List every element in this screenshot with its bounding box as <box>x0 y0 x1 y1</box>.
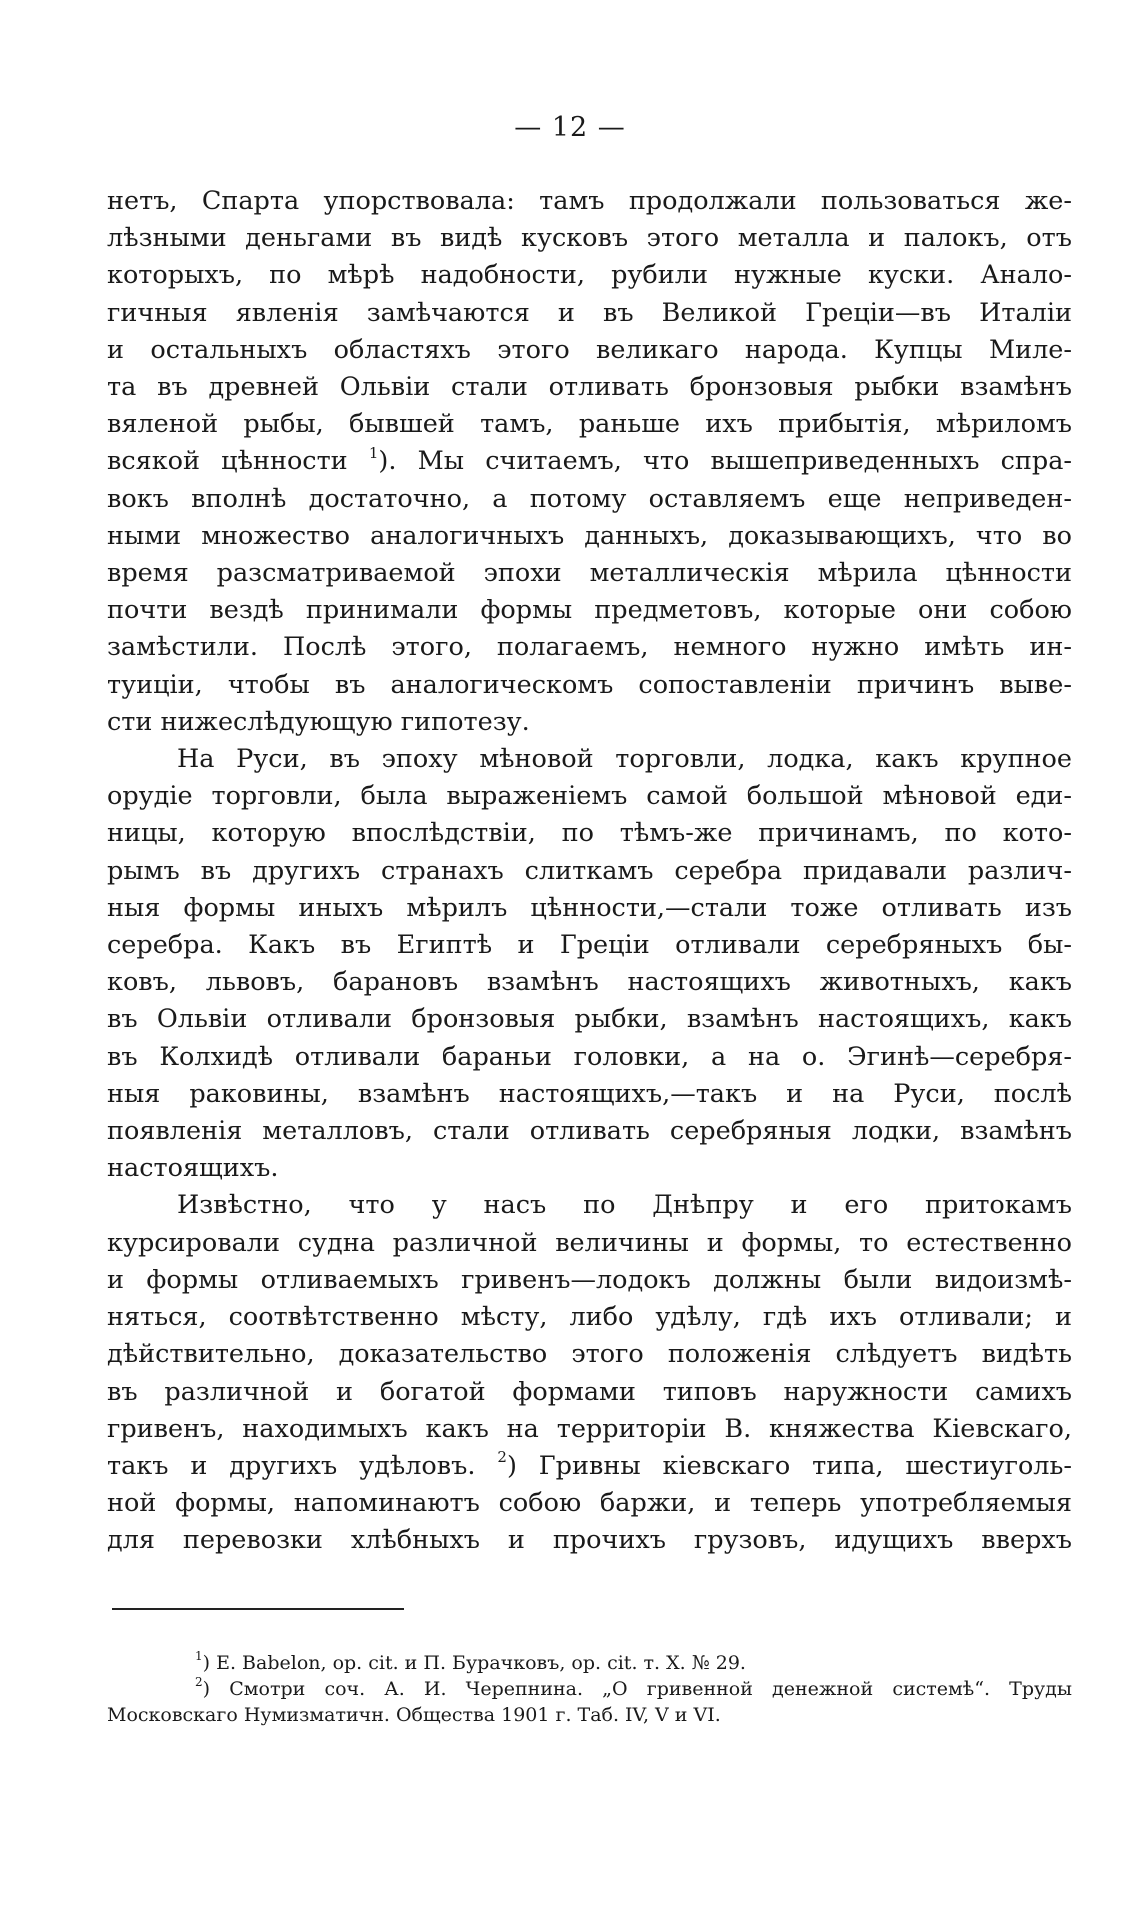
text-line: орудіе торговли, была выраженіемъ самой большой мѣновой еди- <box>107 781 1072 812</box>
text-line: серебра. Какъ въ Египтѣ и Греціи отливали серебряныхъ бы- <box>107 930 1072 961</box>
text-line: которыхъ, по мѣрѣ надобности, рубили нужные куски. Анало- <box>107 260 1072 291</box>
text-line: для перевозки хлѣбныхъ и прочихъ грузовъ, идущихъ вверхъ <box>107 1525 1072 1556</box>
footnote-divider <box>112 1608 404 1610</box>
text-segment: всякой цѣнности <box>107 446 348 477</box>
footnote-1 <box>107 1650 1072 1676</box>
text-line: ными множество аналогичныхъ данныхъ, доказывающихъ, что во <box>107 520 1072 551</box>
text-line: туиціи, чтобы въ аналогическомъ сопоставленіи причинъ выве- <box>107 669 1072 700</box>
text-line: замѣстили. Послѣ этого, полагаемъ, немного нужно имѣть ин- <box>107 632 1072 663</box>
text-segment: ). Мы считаемъ, что вышеприведенныхъ спра- <box>378 446 1073 477</box>
text-line: въ Ольвіи отливали бронзовыя рыбки, взамѣнъ настоящихъ, какъ <box>107 1004 1072 1035</box>
text-line: няться, соотвѣтственно мѣсту, либо удѣлу, гдѣ ихъ отливали; и <box>107 1302 1072 1333</box>
text-line: На Руси, въ эпоху мѣновой торговли, лодка, какъ крупное <box>177 744 1072 775</box>
text-line: ныя формы иныхъ мѣрилъ цѣнности,—стали тоже отливать изъ <box>107 892 1072 923</box>
text-line: нетъ, Спарта упорствовала: тамъ продолжали пользоваться же- <box>107 186 1072 216</box>
text-line <box>107 443 1072 480</box>
text-line: дѣйствительно, доказательство этого положенія слѣдуетъ видѣть <box>107 1339 1072 1370</box>
text-segment: такъ и другихъ удѣловъ. <box>107 1450 476 1481</box>
text-line: Извѣстно, что у насъ по Днѣпру и его притокамъ <box>177 1190 1072 1221</box>
text-line: ковъ, львовъ, барановъ взамѣнъ настоящихъ животныхъ, какъ <box>107 967 1072 998</box>
text-line: та въ древней Ольвіи стали отливать бронзовыя рыбки взамѣнъ <box>107 372 1072 403</box>
text-line: гичныя явленія замѣчаются и въ Великой Греціи—въ Италіи <box>107 297 1072 328</box>
footnote-text: ) E. Babelon, op. cit. и П. Бурачковъ, op. cit. т. X. № 29. <box>202 1652 746 1674</box>
footnote-ref-2: 2 <box>497 1448 507 1467</box>
text-line: курсировали судна различной величины и формы, то естественно <box>107 1227 1072 1258</box>
text-line: вяленой рыбы, бывшей тамъ, раньше ихъ прибытія, мѣриломъ <box>107 409 1072 440</box>
text-line <box>107 1448 1072 1485</box>
text-line: ной формы, напоминаютъ собою баржи, и теперь употребляемыя <box>107 1488 1072 1519</box>
text-line: ныя раковины, взамѣнъ настоящихъ,—такъ и на Руси, послѣ <box>107 1078 1072 1109</box>
text-line: лѣзными деньгами въ видѣ кусковъ этого металла и палокъ, отъ <box>107 223 1072 254</box>
footnote-ref-1: 1 <box>368 443 379 462</box>
footnote-text: ) Смотри соч. А. И. Черепнина. „О гривенной денежной системѣ“. Труды <box>202 1678 1072 1700</box>
text-segment: ) Гривны кіевскаго типа, шестиуголь- <box>506 1450 1073 1481</box>
text-line: рымъ въ другихъ странахъ слиткамъ серебра придавали различ- <box>107 855 1072 886</box>
text-line: сти нижеслѣдующую гипотезу. <box>107 706 530 737</box>
body-text <box>107 183 1072 1560</box>
footnotes <box>107 1650 1072 1728</box>
page-number: — 12 — <box>514 112 626 143</box>
text-line: вокъ вполнѣ достаточно, а потому оставляемъ еще неприведен- <box>107 483 1072 514</box>
text-line: почти вездѣ принимали формы предметовъ, которые они собою <box>107 595 1072 626</box>
text-line: въ Колхидѣ отливали бараньи головки, а на о. Эгинѣ—серебря- <box>107 1041 1072 1072</box>
text-line: и формы отливаемыхъ гривенъ—лодокъ должны были видоизмѣ- <box>107 1264 1072 1295</box>
text-line: гривенъ, находимыхъ какъ на территоріи В. княжества Кіевскаго, <box>107 1413 1072 1444</box>
footnote-mark-2: 2 <box>195 1674 203 1689</box>
text-line: время разсматриваемой эпохи металлическія мѣрила цѣнности <box>107 558 1072 589</box>
text-line: въ различной и богатой формами типовъ наружности самихъ <box>107 1376 1072 1407</box>
text-line: настоящихъ. <box>107 1153 279 1184</box>
text-line: появленія металловъ, стали отливать серебряныя лодки, взамѣнъ <box>107 1116 1072 1147</box>
text-line: ницы, которую впослѣдствіи, по тѣмъ-же причинамъ, по кото- <box>107 818 1072 849</box>
footnote-mark-1: 1 <box>195 1648 203 1663</box>
footnote-2-cont: Московскаго Нумизматичн. Общества 1901 г. Таб. IV, V и VI. <box>107 1704 721 1726</box>
footnote-2 <box>107 1676 1072 1702</box>
text-line: и остальныхъ областяхъ этого великаго народа. Купцы Миле- <box>107 334 1072 365</box>
